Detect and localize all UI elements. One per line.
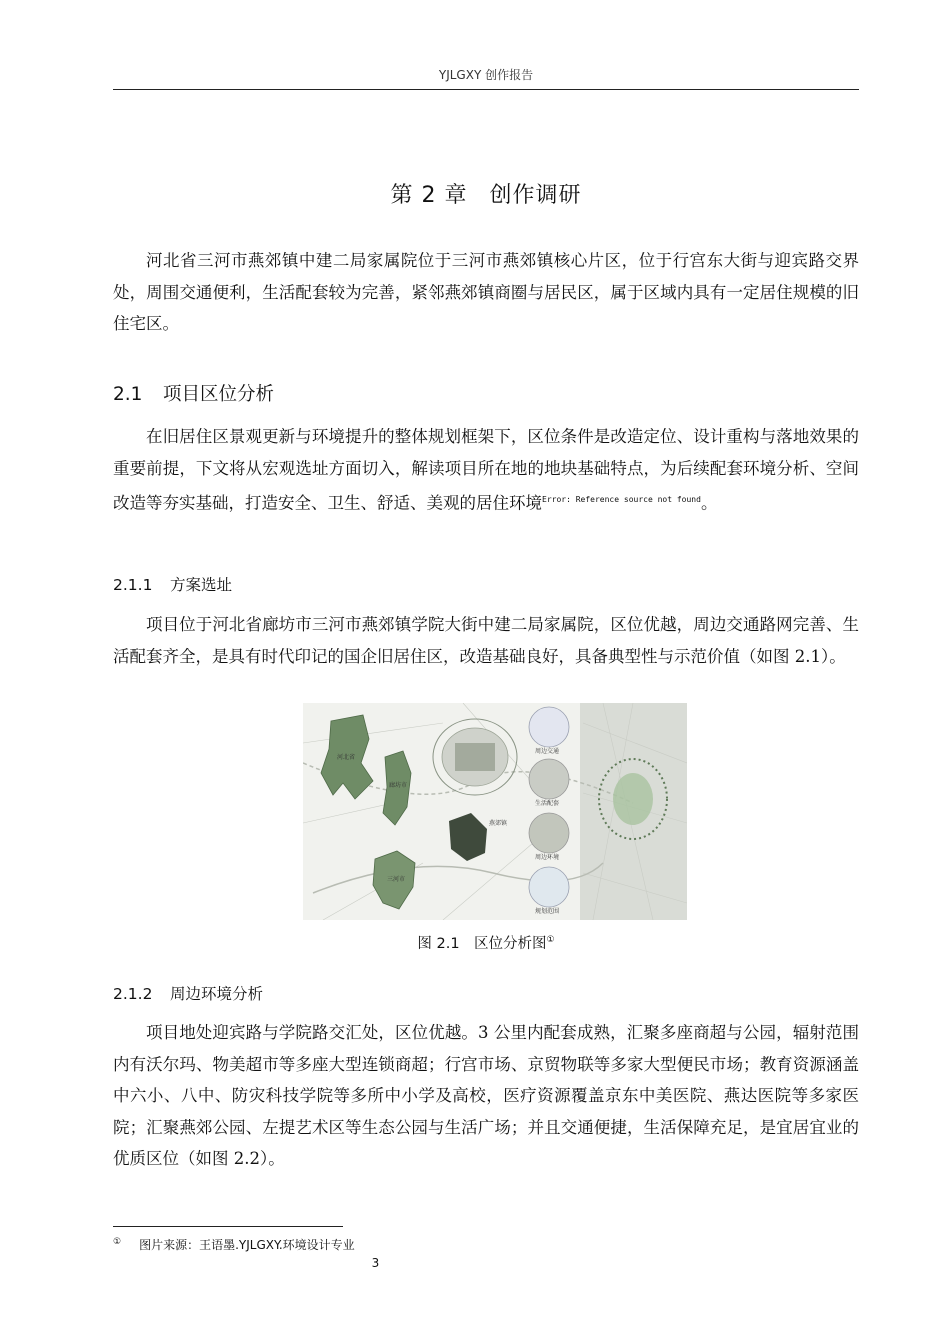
- section-number: 2.1: [113, 384, 143, 405]
- reference-error: Error: Reference source not found: [542, 495, 701, 504]
- page-number: 3: [371, 1256, 380, 1270]
- intro-paragraph: 河北省三河市燕郊镇中建二局家属院位于三河市燕郊镇核心片区，位于行宫东大街与迎宾路交界处，周围交通便利，生活配套较为完善，紧邻燕郊镇商圈与居民区，属于区域内具有一定居住规模的旧住宅区。: [113, 251, 859, 333]
- map-label: 燕郊镇: [489, 820, 508, 827]
- section-title: 方案选址: [170, 576, 233, 594]
- chapter-title: [113, 178, 859, 209]
- paragraph-text: 在旧居住区景观更新与环境提升的整体规划框架下，区位条件是改造定位、设计重构与落地效果的重要前提，下文将从宏观选址方面切入，解读项目所在地的地块基础特点，为后续配套环境分析、空间改造等夯实基础，打造安全、卫生、舒适、美观的居住环境: [113, 427, 859, 513]
- section-2-1-2-paragraph: 项目地处迎宾路与学院路交汇处，区位优越。3 公里内配套成熟，汇聚多座商超与公园，辐射范围内有沃尔玛、物美超市等多座大型连锁商超；行宫市场、京贸物联等多家大型便民市场；教育资源涵盖中六小、八中、防灾科技学院等多所中小学及高校，医疗资源覆盖京东中美医院、燕达医院等多家医院；汇聚燕郊公园、左提艺术区等生态公园与生活广场；并且交通便捷，生活保障充足，是宜居宜业的优质区位（如图 2.2）。: [113, 1023, 859, 1168]
- footnote-rule: [113, 1226, 343, 1227]
- section-2-1-1-heading: [113, 573, 232, 595]
- section-2-1-2-heading: [113, 982, 263, 1004]
- footnote-mark: ①: [113, 1237, 122, 1247]
- map-label: 三河市: [387, 876, 406, 883]
- map-label: 规划范围: [535, 908, 560, 915]
- location-map-image: [303, 703, 687, 920]
- section-title: 项目区位分析: [163, 384, 275, 405]
- map-label: 河北省: [337, 754, 356, 761]
- section-number: 2.1.1: [113, 576, 153, 594]
- section-number: 2.1.2: [113, 985, 153, 1003]
- footnote-text: 图片来源：王语墨.YJLGXY.环境设计专业: [139, 1238, 355, 1252]
- map-label: 周边交通: [535, 748, 560, 755]
- location-analysis-figure: [303, 703, 687, 920]
- map-label: 生活配套: [535, 800, 560, 807]
- figure-caption: [113, 932, 859, 953]
- footnote: [113, 1236, 355, 1253]
- paragraph-end: 。: [700, 493, 718, 513]
- caption-text: 图 2.1 区位分析图: [417, 936, 547, 952]
- footnote-marker: ①: [546, 935, 555, 946]
- map-label: 廊坊市: [389, 782, 408, 789]
- header-rule: [113, 89, 859, 90]
- running-header: YJLGXY 创作报告: [438, 68, 534, 82]
- map-label: 周边环境: [535, 854, 560, 861]
- section-title: 周边环境分析: [170, 985, 264, 1003]
- chapter-name: 创作调研: [489, 183, 582, 208]
- section-2-1-heading: [113, 380, 274, 406]
- section-2-1-1-paragraph: 项目位于河北省廊坊市三河市燕郊镇学院大街中建二局家属院，区位优越，周边交通路网完善、生活配套齐全，是具有时代印记的国企旧居住区，改造基础良好，具备典型性与示范价值（如图 2.1）。: [113, 615, 859, 666]
- section-2-1-paragraph: [113, 421, 859, 519]
- chapter-number: 第 2 章: [390, 183, 468, 208]
